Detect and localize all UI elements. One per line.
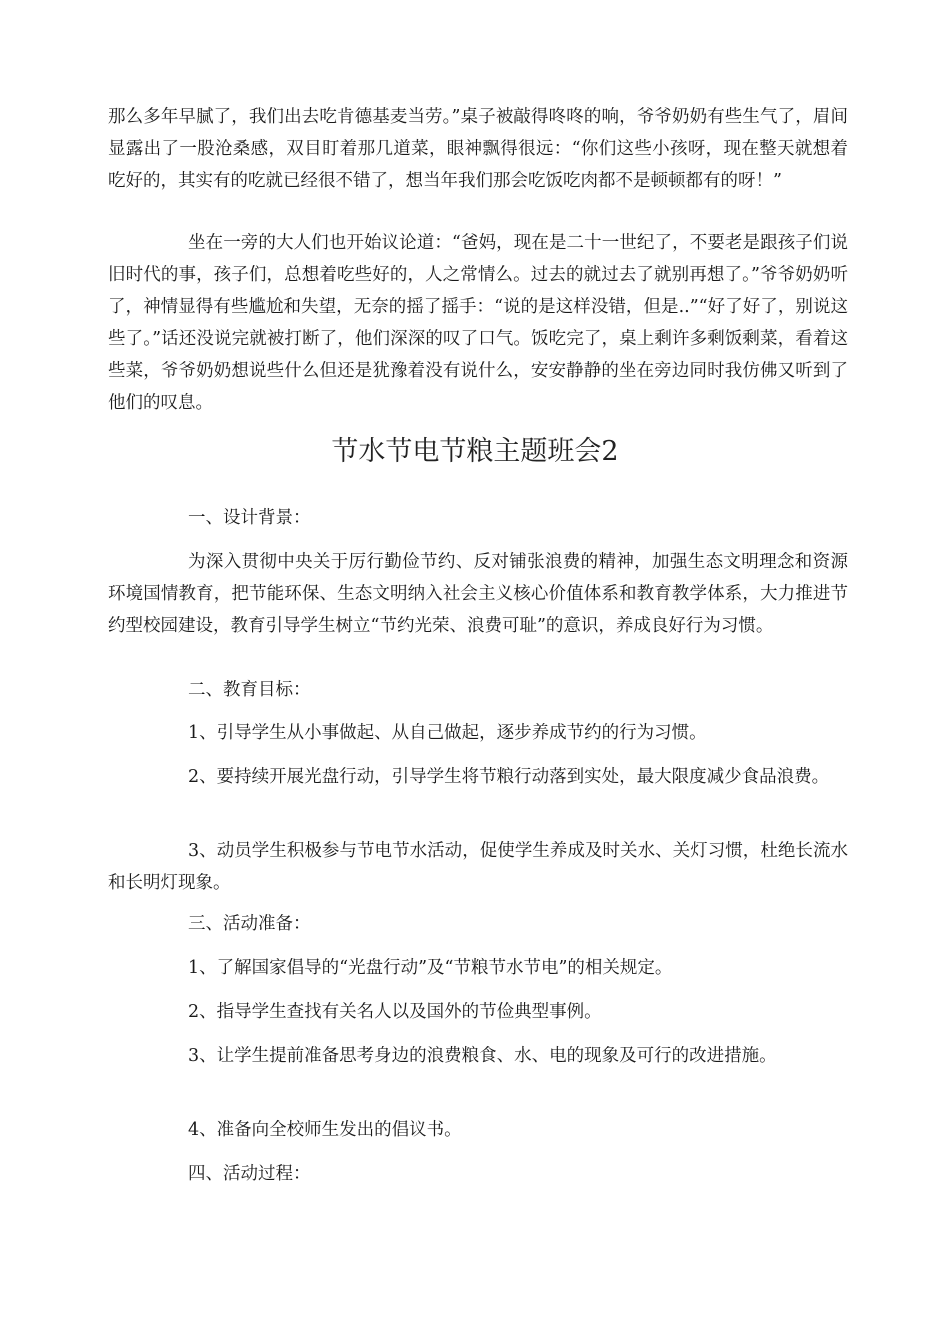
heading-design-background: 一、设计背景： — [188, 508, 311, 528]
heading-activity-preparation: 三、活动准备： — [188, 914, 311, 934]
prep-item-4: 4、准备向全校师生发出的倡议书。 — [188, 1120, 462, 1140]
prep-item-1: 1、了解国家倡导的“光盘行动”及“节粮节水节电”的相关规定。 — [188, 958, 673, 978]
paragraph-story-continued: 那么多年早腻了，我们出去吃肯德基麦当劳。”桌子被敲得咚咚的响，爷爷奶奶有些生气了，眉间显露出了一股沧桑感，双目盯着那几道菜，眼神飘得很远：“你们这些小孩呀，现在整天就想着吃好的，其实有的吃就已经很不错了，想当年我们那会吃饭吃肉都不是顿顿都有的呀！” — [108, 107, 848, 191]
goal-item-1: 1、引导学生从小事做起、从自己做起，逐步养成节约的行为习惯。 — [188, 723, 707, 743]
section-title: 节水节电节粮主题班会2 — [331, 436, 619, 467]
prep-item-2: 2、指导学生查找有关名人以及国外的节俭典型事例。 — [188, 1002, 602, 1022]
prep-item-3: 3、让学生提前准备思考身边的浪费粮食、水、电的现象及可行的改进措施。 — [188, 1046, 777, 1066]
goal-item-3: 3、动员学生积极参与节电节水活动，促使学生养成及时关水、关灯习惯，杜绝长流水和长明灯现象。 — [108, 841, 848, 893]
paragraph-adults-discussion: 坐在一旁的大人们也开始议论道：“爸妈，现在是二十一世纪了，不要老是跟孩子们说旧时代的事，孩子们，总想着吃些好的，人之常情么。过去的就过去了就别再想了。”爷爷奶奶听了，神情显得有些尴尬和失望，无奈的摇了摇手：“说的是这样没错，但是..”“好了好了，别说这些了。”话还没说完就被打断了，他们深深的叹了口气。饭吃完了，桌上剩许多剩饭剩菜，看着这些菜，爷爷奶奶想说些什么但还是犹豫着没有说什么，安安静静的坐在旁边同时我仿佛又听到了他们的叹息。 — [108, 233, 848, 413]
goal-item-2: 2、要持续开展光盘行动，引导学生将节粮行动落到实处，最大限度减少食品浪费。 — [188, 767, 830, 787]
heading-education-goals: 二、教育目标： — [188, 680, 311, 700]
paragraph-design-background: 为深入贯彻中央关于厉行勤俭节约、反对铺张浪费的精神，加强生态文明理念和资源环境国情教育，把节能环保、生态文明纳入社会主义核心价值体系和教育教学体系，大力推进节约型校园建设，教育引导学生树立“节约光荣、浪费可耻”的意识，养成良好行为习惯。 — [108, 552, 848, 636]
heading-activity-process: 四、活动过程： — [188, 1164, 311, 1184]
